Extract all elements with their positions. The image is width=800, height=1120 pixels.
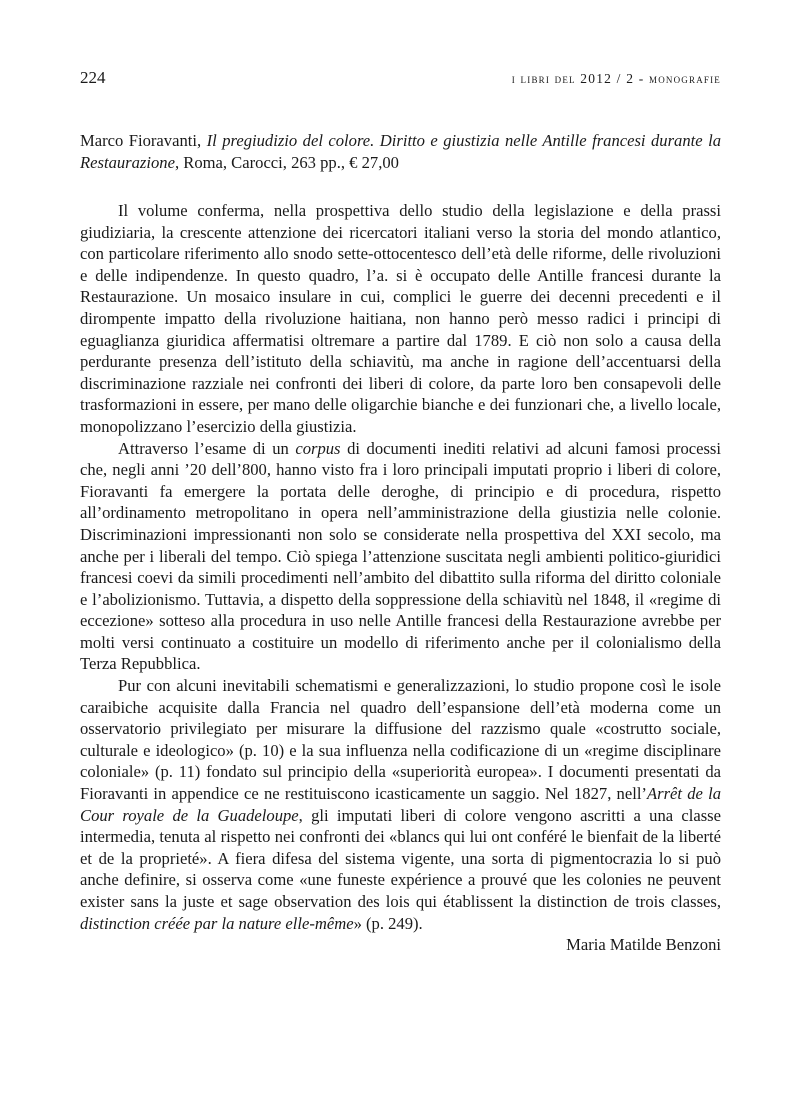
review-content <box>80 130 721 956</box>
paragraph-text: di documenti inediti relativi ad alcuni famosi processi che, negli anni ’20 dell’800, hanno visto fra i loro principali imputati proprio i liberi di colore, Fioravanti fa emergere la portata delle deroghe, di principio e di procedura, rispetto all’ordinamento metropolitano in opera nell’amministrazione della giustizia nelle colonie. Discriminazioni impressionanti non solo se considerate nella prospettiva del XXI secolo, ma anche per i liberali del tempo. Ciò spiega l’attenzione suscitata negli ambienti politico-giuridici francesi coevi da simili procedimenti nell’ambito del dibattito sulla riforma del diritto coloniale e l’abolizionismo. Tuttavia, a dispetto della soppressione della schiavitù nel 1848, il «regime di eccezione» sotteso alla procedura in uso nelle Antille francesi della Restaurazione avrebbe per molti versi continuato a costituire un modello di riferimento anche per il colonialismo della Terza Repubblica. <box>80 438 722 674</box>
body-paragraph <box>80 438 721 676</box>
paragraph-text: » (p. 249). <box>353 913 423 933</box>
running-head: i libri del 2012 / 2 - monografie <box>511 71 721 86</box>
citation-publication: , Roma, Carocci, 263 pp., € 27,00 <box>174 153 399 172</box>
citation-author: Marco Fioravanti, <box>80 131 202 150</box>
body-paragraph <box>80 675 721 934</box>
review-body <box>80 200 721 934</box>
paragraph-text: Il volume conferma, nella prospettiva dello studio della legislazione e della prassi giudiziaria, la crescente attenzione dei ricercatori italiani verso la storia del mondo atlantico, con particolare riferimento allo snodo sette-ottocentesco dell’età delle riforme, delle rivoluzioni e delle indipendenze. In questo quadro, l’a. si è occupato delle Antille francesi durante la Restaurazione. Un mosaico insulare in cui, complici le guerre dei decenni precedenti e il dirompente impatto della rivoluzione haitiana, non hanno però messo radici i principi di eguaglianza giuridica affermatisi oltremare a partire dal 1789. E ciò non solo a causa della perdurante presenza dell’istituto della schiavitù, ma anche in ragione dell’accentuarsi della discriminazione razziale nei confronti dei liberi di colore, da parte loro ben consapevoli delle trasformazioni in essere, per mano delle oligarchie bianche e dei funzionari che, a livello locale, monopolizzano l’esercizio della giustizia. <box>80 201 721 436</box>
citation-title: Il pregiudizio del colore. Diritto e giustizia nelle Antille francesi durante la Restaurazione <box>80 131 721 172</box>
paragraph-text: Pur con alcuni inevitabili schematismi e generalizzazioni, lo studio propone così le isole caraibiche acquisite dalla Francia nel quadro dell’espansione dell’età moderna come un osservatorio privilegiato per misurare la diffusione del razzismo quale «costrutto sociale, culturale e ideologico» (p. 10) e la sua influenza nella codificazione di un «regime disciplinare coloniale» (p. 11) fondato sul principio della «superiorità europea». I documenti presentati da Fioravanti in appendice ce ne restituiscono icasticamente un saggio. Nel 1827, nell’ <box>80 676 721 804</box>
paragraph-text: , gli imputati liberi di colore vengono ascritti a una classe intermedia, tenuta al rispetto nei confronti dei «blancs qui lui ont conféré le bienfait de la liberté et de la proprieté». A fiera difesa del sistema vigente, una sorta di pigmentocrazia lo si può anche definire, si osserva come «une funeste expérience a prouvé que les colonies ne peuvent exister sans la juste et sage observation des lois qui établissent la distinction de trois classes, <box>80 805 721 911</box>
page-header <box>80 68 721 92</box>
italic-text: distinction créée par la nature elle-même <box>80 913 354 933</box>
italic-text: Arrêt de la Cour royale de la Guadeloupe <box>80 784 721 825</box>
body-paragraph <box>80 200 721 438</box>
book-citation <box>80 130 721 174</box>
page-number: 224 <box>80 68 106 87</box>
italic-text: corpus <box>295 438 341 458</box>
paragraph-text: Attraverso l’esame di un <box>118 438 296 458</box>
reviewer-signature: Maria Matilde Benzoni <box>566 935 721 955</box>
